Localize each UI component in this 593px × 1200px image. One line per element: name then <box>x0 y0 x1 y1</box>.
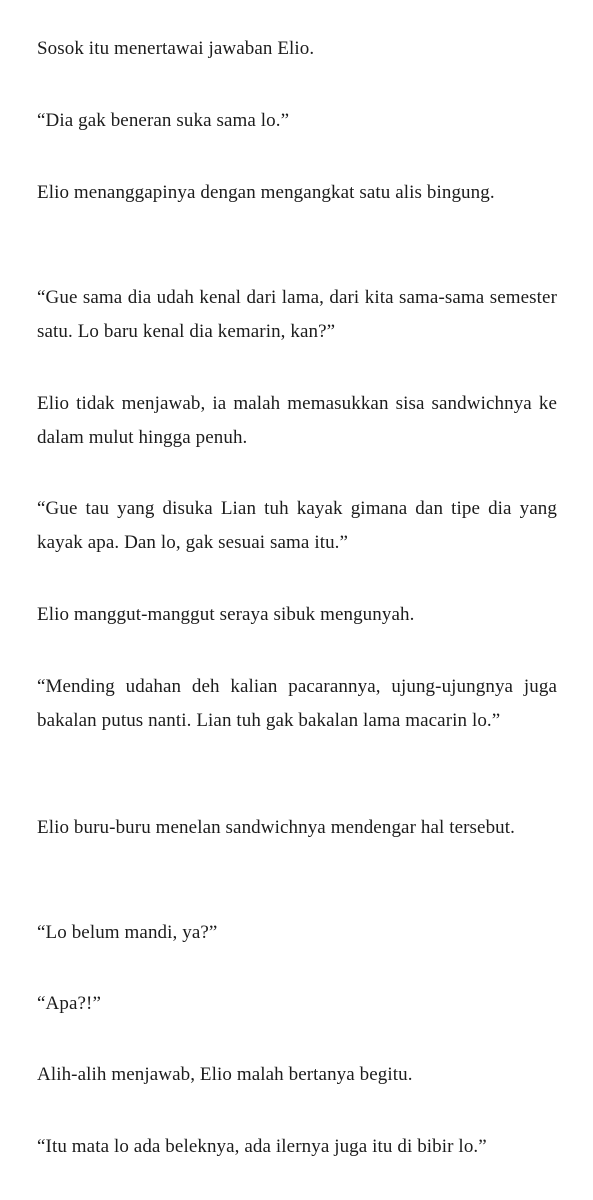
paragraph-9: Elio buru-buru menelan sandwichnya mendengar hal tersebut. <box>37 817 516 838</box>
paragraph-11: “Apa?!” <box>37 993 101 1014</box>
paragraph-7: Elio manggut-manggut seraya sibuk mengunyah. <box>37 604 415 625</box>
paragraph-8: “Mending udahan deh kalian pacarannya, ujung-ujungnya juga bakalan putus nanti. Lian tuh gak bakalan lama macarin lo.” <box>37 676 557 731</box>
paragraph-13: “Itu mata lo ada beleknya, ada ilernya juga itu di bibir lo.” <box>37 1136 487 1157</box>
paragraph-3: Elio menanggapinya dengan mengangkat satu alis bingung. <box>37 182 495 203</box>
paragraph-1: Sosok itu menertawai jawaban Elio. <box>37 38 315 59</box>
paragraph-12: Alih-alih menjawab, Elio malah bertanya begitu. <box>37 1064 413 1085</box>
paragraph-4: “Gue sama dia udah kenal dari lama, dari kita sama-sama semester satu. Lo baru kenal dia kemarin, kan?” <box>37 287 557 342</box>
paragraph-6: “Gue tau yang disuka Lian tuh kayak gimana dan tipe dia yang kayak apa. Dan lo, gak sesuai sama itu.” <box>37 498 557 553</box>
paragraph-2: “Dia gak beneran suka sama lo.” <box>37 110 290 131</box>
paragraph-10: “Lo belum mandi, ya?” <box>37 922 218 943</box>
paragraph-5: Elio tidak menjawab, ia malah memasukkan sisa sandwichnya ke dalam mulut hingga penuh. <box>37 393 557 448</box>
